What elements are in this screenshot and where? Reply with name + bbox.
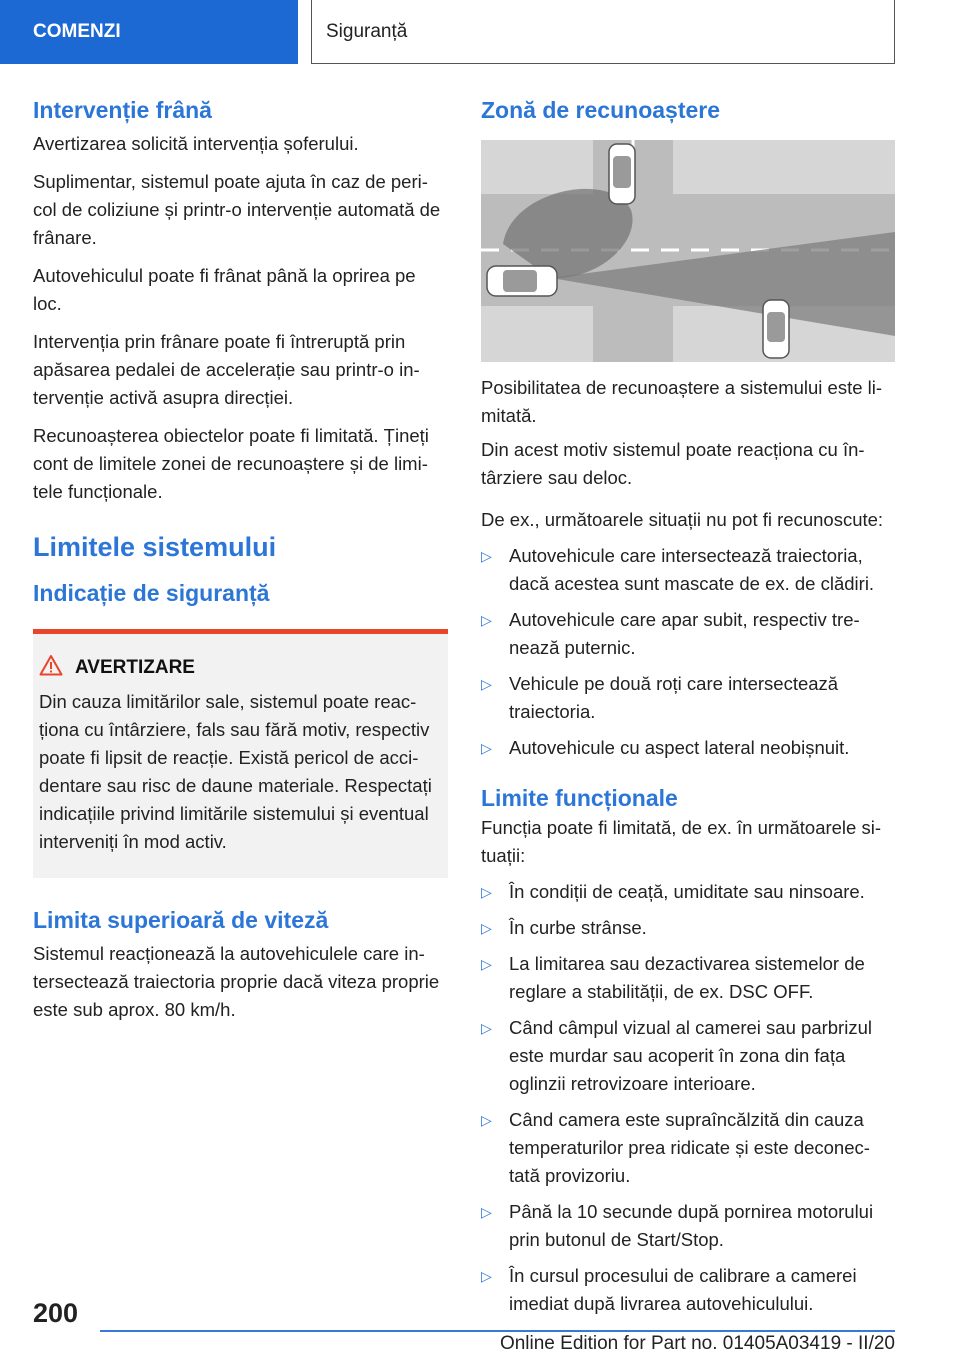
footer-divider (100, 1330, 895, 1332)
triangle-bullet-icon: ▷ (481, 675, 492, 692)
warning-text: Din cauza limitărilor sale, sistemul poate reac-ționa cu întârziere, fals sau fără motiv, respectiv poate fi lipsit de reacție. Există pericol de acci-dentare sau risc de daune materiale. Respectați indicațiile privind limitările sistemului și eventual interveniți în mod activ. (39, 690, 432, 852)
system-limits-heading: Limitele sistemului (33, 531, 277, 562)
list-item (481, 606, 895, 662)
paragraph: Avertizarea solicită intervenția șoferului. (33, 132, 359, 154)
list-item-text: Când camera este supraîncălzită din cauza temperaturilor prea ridicate și este deconec-tată provizoriu. (509, 1108, 870, 1186)
list-item-text: Când câmpul vizual al camerei sau parbrizul este murdar sau acoperit în zona din fața oglinzii retrovizoare interioare. (509, 1016, 872, 1094)
functional-limits-heading: Limite funcționale (481, 784, 678, 811)
triangle-bullet-icon: ▷ (481, 611, 492, 628)
triangle-bullet-icon: ▷ (481, 739, 492, 756)
triangle-bullet-icon: ▷ (481, 883, 492, 900)
paragraph: De ex., următoarele situații nu pot fi recunoscute: (481, 508, 884, 530)
list-item (481, 1106, 895, 1190)
oncoming-car (763, 300, 789, 358)
list-item-text: Autovehicule care apar subit, respectiv tre-nează puternic. (509, 608, 860, 658)
paragraph: Autovehiculul poate fi frânat până la oprirea pe loc. (33, 264, 416, 314)
list-item (481, 542, 895, 598)
warning-header (39, 654, 440, 682)
list-item (481, 1262, 895, 1318)
list-item (481, 670, 895, 726)
triangle-bullet-icon: ▷ (481, 955, 492, 972)
list-item (481, 950, 895, 1006)
edition-footer[interactable]: Online Edition for Part no. 01405A03419 - II/20 (499, 1333, 895, 1354)
list-item-text: În curbe strânse. (509, 916, 647, 938)
list-item (481, 878, 895, 906)
triangle-bullet-icon: ▷ (481, 547, 492, 564)
list-item-text: Autovehicule care intersectează traiectoria, dacă acestea sunt mascate de ex. de clădiri. (509, 544, 875, 594)
functional-limits-list (481, 878, 895, 1318)
crossing-car (609, 144, 635, 204)
warning-title: AVERTIZARE (75, 656, 195, 678)
right-column (481, 96, 895, 1318)
paragraph: Recunoașterea obiectelor poate fi limitată. Țineți cont de limitele zonei de recunoaștere și de limi-tele funcționale. (33, 424, 429, 502)
triangle-bullet-icon: ▷ (481, 1111, 492, 1128)
list-item-text: Până la 10 secunde după pornirea motorului prin butonul de Start/Stop. (509, 1200, 874, 1250)
recognition-zone-heading: Zonă de recunoaștere (481, 97, 721, 123)
unrecognized-situations-list (481, 542, 895, 762)
triangle-bullet-icon: ▷ (481, 1203, 492, 1220)
paragraph: Suplimentar, sistemul poate ajuta în caz de peri-col de coliziune și printr-o intervenție automată de frânare. (33, 170, 441, 248)
list-item-text: În cursul procesului de calibrare a camerei imediat după livrarea autovehiculului. (509, 1264, 857, 1314)
brake-intervention-heading: Intervenție frână (33, 97, 212, 123)
list-item-text: Autovehicule cu aspect lateral neobișnuit. (509, 736, 850, 758)
triangle-bullet-icon: ▷ (481, 919, 492, 936)
section-tab[interactable]: Siguranță (311, 0, 895, 64)
left-column (33, 96, 448, 1024)
list-item (481, 914, 895, 942)
triangle-bullet-icon: ▷ (481, 1267, 492, 1284)
paragraph: Sistemul reacționează la autovehiculele care in-tersectează traiectoria proprie dacă viteza proprie este sub aprox. 80 km/h. (33, 942, 440, 1020)
paragraph: Posibilitatea de recunoaștere a sistemului este li-mitată. (481, 376, 883, 426)
recognition-zone-illustration (481, 140, 895, 362)
warning-box (33, 629, 448, 878)
ego-car (487, 266, 557, 296)
paragraph: Funcția poate fi limitată, de ex. în următoarele si-tuații: (481, 816, 881, 866)
paragraph: Intervenția prin frânare poate fi întreruptă prin apăsarea pedalei de accelerație sau printr-o in-tervenție activă asupra direcției. (33, 330, 420, 408)
list-item-text: În condiții de ceață, umiditate sau ninsoare. (509, 880, 865, 902)
list-item-text: La limitarea sau dezactivarea sistemelor de reglare a stabilității, de ex. DSC OFF. (509, 952, 865, 1002)
paragraph: Din acest motiv sistemul poate reacționa cu în-târziere sau deloc. (481, 438, 865, 488)
list-item-text: Vehicule pe două roți care intersectează traiectoria. (509, 672, 839, 722)
warning-triangle-icon (39, 654, 63, 682)
speed-limit-heading: Limita superioară de viteză (33, 906, 329, 933)
triangle-bullet-icon: ▷ (481, 1019, 492, 1036)
chapter-tab[interactable]: COMENZI (0, 0, 298, 64)
list-item (481, 1014, 895, 1098)
safety-note-heading: Indicație de siguranță (33, 579, 270, 606)
list-item (481, 734, 895, 762)
page-number: 200 (33, 1298, 79, 1328)
list-item (481, 1198, 895, 1254)
